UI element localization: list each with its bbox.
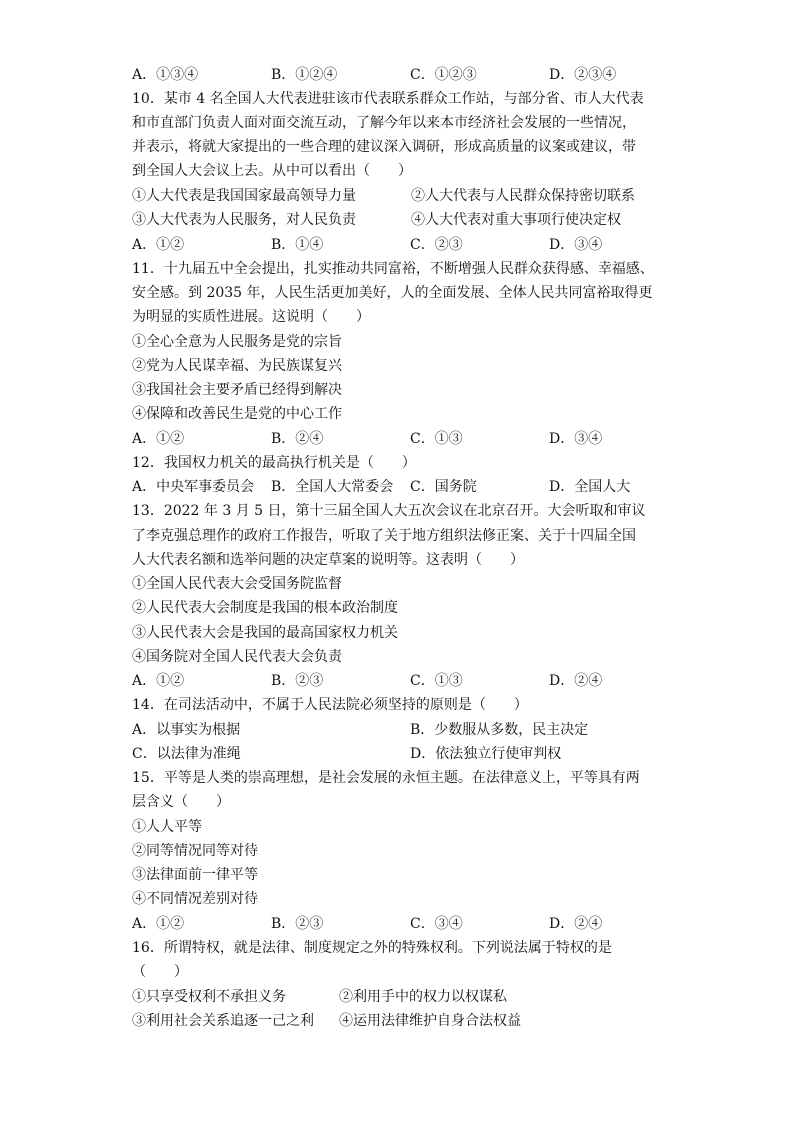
q13-item-4: ④国务院对全国人民代表大会负责 <box>132 649 342 665</box>
q15-item-1: ①人人平等 <box>132 819 202 835</box>
q15-stem-line: 15．平等是人类的崇高理想，是社会发展的永恒主题。在法律意义上，平等具有两 <box>132 770 640 786</box>
q12-option-c: C．国务院 <box>410 479 477 495</box>
q13-stem-line: 13．2022 年 3 月 5 日，第十三届全国人大五次会议在北京召开。大会听取和审议 <box>132 503 646 519</box>
q13-item-1: ①全国人民代表大会受国务院监督 <box>132 576 342 592</box>
q16-stem-line: 16．所谓特权，就是法律、制度规定之外的特殊权利。下列说法属于特权的是 <box>132 940 612 956</box>
q15-option-d: D．②④ <box>549 916 603 932</box>
q15-item-3: ③法律面前一律平等 <box>132 867 258 883</box>
q12-stem-line: 12．我国权力机关的最高执行机关是（ ） <box>132 455 416 471</box>
q10-option-d: D．③④ <box>549 237 603 253</box>
q13-option-d: D．②④ <box>549 673 603 689</box>
q15-option-b: B．②③ <box>271 916 324 932</box>
q10-stem-line: 和市直部门负责人面对面交流互动，了解今年以来本市经济社会发展的一些情况， <box>132 115 636 131</box>
q15-option-a: A．①② <box>132 916 185 932</box>
q16-item-1: ①只享受权利不承担义务 <box>132 989 286 1005</box>
q10-stem-line: 并表示，将就大家提出的一些合理的建议深入调研，形成高质量的议案或建议，带 <box>132 139 636 155</box>
q11-item-1: ①全心全意为人民服务是党的宗旨 <box>132 334 342 350</box>
q9-option-c: C．①②③ <box>410 67 477 83</box>
q16-item-3: ③利用社会关系追逐一己之利 <box>132 1013 314 1029</box>
q11-item-4: ④保障和改善民生是党的中心工作 <box>132 406 342 422</box>
q10-option-b: B．①④ <box>271 237 324 253</box>
q16-item-4: ④运用法律维护自身合法权益 <box>339 1013 521 1029</box>
q13-option-b: B．②③ <box>271 673 324 689</box>
q10-item-2: ②人大代表与人民群众保持密切联系 <box>411 188 635 204</box>
q10-item-4: ④人大代表对重大事项行使决定权 <box>411 212 621 228</box>
q10-item-1: ①人大代表是我国国家最高领导力量 <box>132 188 356 204</box>
q13-stem-line: 了李克强总理作的政府工作报告，听取了关于地方组织法修正案、关于十四届全国 <box>132 528 636 544</box>
q10-stem-line: 到全国人大会议上去。从中可以看出（ ） <box>132 163 412 179</box>
q9-option-b: B．①②④ <box>271 67 338 83</box>
q11-option-c: C．①③ <box>410 431 463 447</box>
q11-item-3: ③我国社会主要矛盾已经得到解决 <box>132 382 342 398</box>
q14-stem-line: 14．在司法活动中，不属于人民法院必须坚持的原则是（ ） <box>132 697 528 713</box>
q14-option-c: C．以法律为准绳 <box>132 746 241 762</box>
q10-stem-line: 10．某市 4 名全国人大代表进驻该市代表联系群众工作站，与部分省、市人大代表 <box>132 91 644 107</box>
q12-option-a: A．中央军事委员会 <box>132 479 255 495</box>
q14-option-d: D．依法独立行使审判权 <box>410 746 562 762</box>
q11-stem-line: 安全感。到 2035 年，人民生活更加美好，人的全面发展、全体人民共同富裕取得更 <box>132 285 653 301</box>
q13-option-c: C．①③ <box>410 673 463 689</box>
q12-option-b: B．全国人大常委会 <box>271 479 394 495</box>
q13-stem-line: 人大代表名额和选举问题的决定草案的说明等。这表明（ ） <box>132 552 524 568</box>
q16-item-2: ②利用手中的权力以权谋私 <box>339 989 507 1005</box>
q15-option-c: C．③④ <box>410 916 463 932</box>
q11-item-2: ②党为人民谋幸福、为民族谋复兴 <box>132 358 342 374</box>
q13-option-a: A．①② <box>132 673 185 689</box>
q14-option-a: A．以事实为根据 <box>132 722 241 738</box>
q13-item-2: ②人民代表大会制度是我国的根本政治制度 <box>132 600 398 616</box>
q15-item-2: ②同等情况同等对待 <box>132 843 258 859</box>
q10-option-c: C．②③ <box>410 237 463 253</box>
q16-stem-line: （ ） <box>132 964 188 980</box>
q10-item-3: ③人大代表为人民服务，对人民负责 <box>132 212 356 228</box>
q11-stem-line: 为明显的实质性进展。这说明（ ） <box>132 309 370 325</box>
q11-stem-line: 11．十九届五中全会提出，扎实推动共同富裕，不断增强人民群众获得感、幸福感、 <box>132 261 654 277</box>
q13-item-3: ③人民代表大会是我国的最高国家权力机关 <box>132 625 398 641</box>
q9-option-d: D．②③④ <box>549 67 617 83</box>
q15-stem-line: 层含义（ ） <box>132 794 230 810</box>
q11-option-a: A．①② <box>132 431 185 447</box>
q12-option-d: D．全国人大 <box>549 479 631 495</box>
q11-option-b: B．②④ <box>271 431 324 447</box>
q15-item-4: ④不同情况差别对待 <box>132 891 258 907</box>
q9-option-a: A．①③④ <box>132 67 199 83</box>
q11-option-d: D．③④ <box>549 431 603 447</box>
q10-option-a: A．①② <box>132 237 185 253</box>
q14-option-b: B．少数服从多数，民主决定 <box>410 722 589 738</box>
